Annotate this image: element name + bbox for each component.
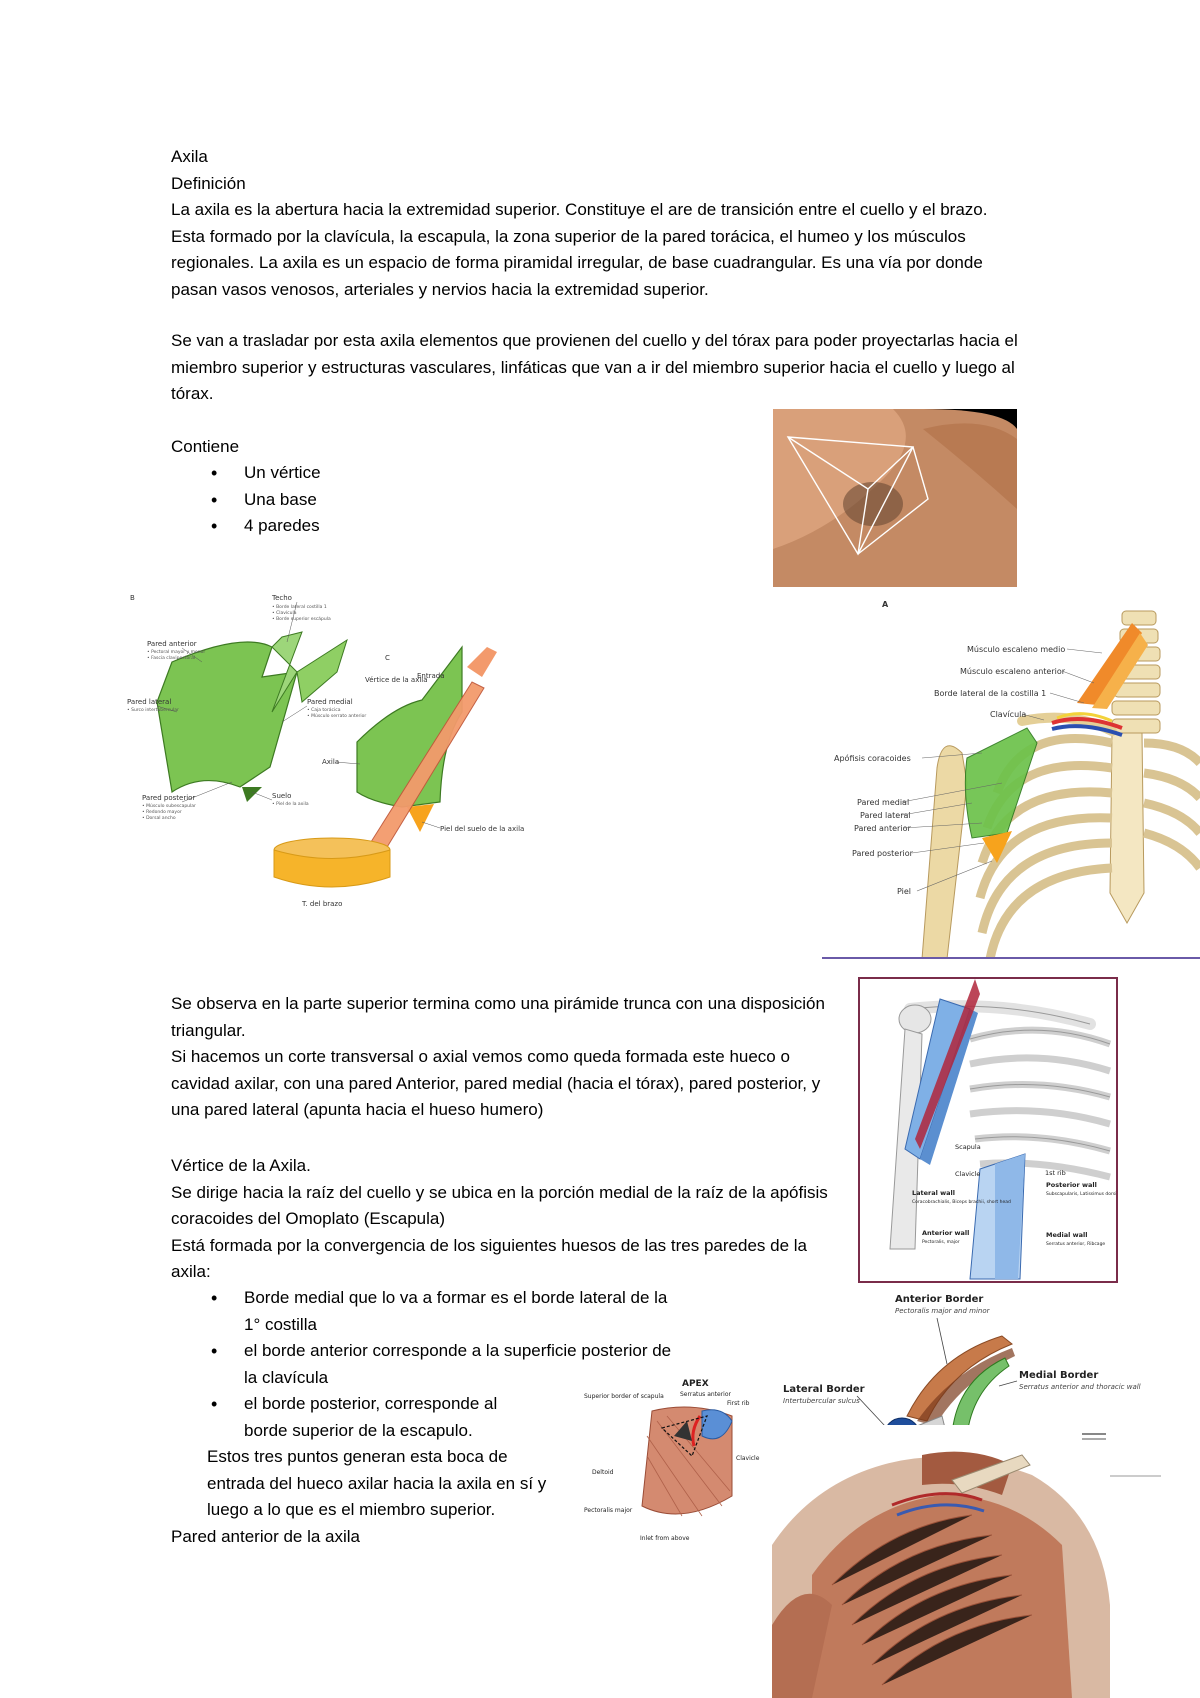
svg-text:• Surco intertubercular: • Surco intertubercular bbox=[127, 708, 179, 713]
posterior-wall-sub: Subscapularis, Latissimus dorsi bbox=[1046, 1192, 1116, 1197]
axila-label: Axila bbox=[322, 758, 340, 766]
pared-medial-label: Pared medial bbox=[307, 698, 353, 706]
pared-lateral-label: Pared lateral bbox=[860, 811, 911, 820]
list-item: • Un vértice bbox=[171, 460, 671, 487]
svg-text:• Clavícula: • Clavícula bbox=[272, 611, 297, 616]
apex-inlet-label: Inlet from above bbox=[640, 1535, 690, 1542]
page-title: Axila bbox=[171, 147, 208, 166]
entrada-label: Entrada bbox=[417, 672, 445, 680]
dissection-svg bbox=[772, 1425, 1110, 1698]
list-item: • 4 paredes bbox=[171, 513, 671, 540]
anterior-border-sub: Pectoralis major and minor bbox=[895, 1307, 990, 1315]
apex-title: APEX bbox=[682, 1379, 709, 1389]
svg-text:• Pectoral mayor y menor: • Pectoral mayor y menor bbox=[147, 650, 206, 655]
section-subtitle: Definición bbox=[171, 173, 246, 193]
lateral-border-sub: Intertubercular sulcus bbox=[783, 1397, 860, 1405]
posterior-wall-label: Posterior wall bbox=[1046, 1181, 1097, 1189]
apex-summary: Estos tres puntos generan esta boca de entrada del hueco axilar hacia la axila en sí y luego a lo que es el miembro superior. bbox=[207, 1447, 547, 1519]
lateral-wall-label: Lateral wall bbox=[912, 1189, 955, 1197]
medial-wall-sub: Serratus anterior, Ribcage bbox=[1046, 1242, 1106, 1247]
lateral-wall-sub: Coracobrachialis, Biceps brachii, short head bbox=[912, 1200, 1011, 1205]
definition-paragraph: La axila es la abertura hacia la extremidad superior. Constituye el are de transición entre el cuello y el brazo. Esta formado por la clavícula, la escapula, la zona superior de la pared torácica, el humeo y los músculos regionales. La axila es un espacio de forma piramidal irregular, de base cuadrangular. Es una vía por donde pasan vasos venosos, arteriales y nervios hacia la extremidad superior. bbox=[171, 200, 988, 299]
brazo-label: T. del brazo bbox=[302, 900, 343, 908]
section-svg bbox=[860, 979, 1116, 1281]
pared-medial-label: Pared medial bbox=[857, 798, 910, 807]
vertice-label: Vértice de la axila bbox=[365, 676, 428, 684]
lateral-border-label: Lateral Border bbox=[783, 1384, 865, 1395]
svg-text:• Fascia clavipectoral: • Fascia clavipectoral bbox=[147, 656, 196, 661]
coracoides-label: Apófisis coracoides bbox=[834, 754, 911, 763]
observe-paragraph-2: Si hacemos un corte transversal o axial vemos como queda formada este hueco o cavidad axilar, con una pared Anterior, pared medial (hacia el tórax), pared posterior, y una pared lateral (apunta hacia el hueso humero) bbox=[171, 1047, 821, 1119]
medial-border-sub: Serratus anterior and thoracic wall bbox=[1019, 1383, 1141, 1391]
apex-block bbox=[171, 1153, 851, 1286]
clavicle-label: Clavicle bbox=[955, 1170, 981, 1178]
skeleton-axilla-svg bbox=[822, 593, 1200, 959]
svg-text:• Caja torácica: • Caja torácica bbox=[307, 708, 341, 713]
escaleno-anterior-label: Músculo escaleno anterior bbox=[960, 667, 1066, 676]
techo-label: Techo bbox=[272, 594, 292, 602]
axilla-walls-figure bbox=[122, 592, 552, 917]
apex-paragraph-1: Se dirige hacia la raíz del cuello y se ubica en la porción medial de la raíz de la apófisis coracoides del Omoplato (Escapula) bbox=[171, 1182, 828, 1228]
list-item: • Borde medial que lo va a formar es el borde lateral de la 1° costilla bbox=[171, 1285, 674, 1338]
apex-clavicle-label: Clavicle bbox=[736, 1455, 760, 1462]
svg-text:• Dorsal ancho: • Dorsal ancho bbox=[142, 816, 176, 821]
list-item: • el borde anterior corresponde a la superficie posterior de la clavícula bbox=[171, 1338, 674, 1391]
svg-text:• Redondo mayor: • Redondo mayor bbox=[142, 810, 182, 815]
piel-label: Piel bbox=[897, 887, 912, 896]
apex-svg bbox=[582, 1376, 771, 1544]
escaleno-medio-label: Músculo escaleno medio bbox=[967, 645, 1066, 654]
apex-pect-label: Pectoralis major bbox=[584, 1507, 633, 1514]
armpit-photo bbox=[773, 409, 1017, 587]
anterior-wall-sub: Pectoralis, major bbox=[922, 1240, 960, 1245]
list-item: • el borde posterior, corresponde al borde superior de la escapulo. bbox=[171, 1391, 524, 1444]
svg-text:• Músculo serrato anterior: • Músculo serrato anterior bbox=[307, 714, 367, 719]
apex-paragraph-2: Está formada por la convergencia de los siguientes huesos de las tres paredes de la axila: bbox=[171, 1235, 807, 1281]
apex-serratus-label: Serratus anterior bbox=[680, 1391, 731, 1398]
medial-border-label: Medial Border bbox=[1019, 1370, 1099, 1381]
piel-label: Piel del suelo de la axila bbox=[440, 825, 525, 833]
pared-anterior-label: Pared anterior bbox=[854, 824, 911, 833]
svg-text:• Borde lateral costilla 1: • Borde lateral costilla 1 bbox=[272, 605, 327, 610]
list-item: • Una base bbox=[171, 487, 671, 514]
apex-figure bbox=[582, 1376, 771, 1544]
pared-anterior-label: Pared anterior bbox=[147, 640, 197, 648]
intro-block bbox=[171, 144, 1021, 303]
skeleton-axilla-figure bbox=[822, 593, 1200, 959]
pared-lateral-label: Pared lateral bbox=[127, 698, 172, 706]
apex-sup-label: Superior border of scapula bbox=[584, 1393, 664, 1400]
borde-costilla-label: Borde lateral de la costilla 1 bbox=[934, 689, 1047, 698]
apex-first-rib-label: First rib bbox=[727, 1400, 750, 1407]
svg-text:• Borde superior escápula: • Borde superior escápula bbox=[272, 617, 331, 622]
contains-list bbox=[171, 460, 671, 540]
suelo-label: Suelo bbox=[272, 792, 292, 800]
axilla-walls-svg bbox=[122, 592, 552, 917]
dissection-figure bbox=[772, 1425, 1110, 1698]
svg-text:• Piel de la axila: • Piel de la axila bbox=[272, 802, 309, 807]
clavicula-label: Clavícula bbox=[990, 710, 1027, 719]
armpit-photo-svg bbox=[773, 409, 1017, 587]
panel-c-label: C bbox=[385, 654, 390, 662]
medial-wall-label: Medial wall bbox=[1046, 1231, 1088, 1239]
observe-block bbox=[171, 991, 851, 1124]
anterior-wall-heading: Pared anterior de la axila bbox=[171, 1527, 361, 1546]
anterior-wall-label: Anterior wall bbox=[922, 1229, 970, 1237]
first-rib-label: 1st rib bbox=[1045, 1169, 1066, 1177]
scapula-label: Scapula bbox=[955, 1143, 981, 1151]
panel-b-label: B bbox=[130, 594, 135, 602]
apex-heading: Vértice de la Axila. bbox=[171, 1156, 311, 1175]
translate-paragraph: Se van a trasladar por esta axila elementos que provienen del cuello y del tórax para poder proyectarlas hacia el miembro superior y estructuras vasculares, linfáticas que van a ir del miembro superior hacia el cuello y luego al tórax. bbox=[171, 331, 1018, 403]
anterior-border-label: Anterior Border bbox=[895, 1294, 984, 1305]
panel-a-label: A bbox=[882, 600, 889, 609]
apex-deltoid-label: Deltoid bbox=[592, 1469, 614, 1476]
pared-posterior-label: Pared posterior bbox=[852, 849, 913, 858]
contains-heading: Contiene bbox=[171, 437, 240, 456]
observe-paragraph-1: Se observa en la parte superior termina como una pirámide trunca con una disposición triangular. bbox=[171, 994, 825, 1040]
section-figure bbox=[858, 977, 1118, 1283]
svg-text:• Músculo subescapular: • Músculo subescapular bbox=[142, 804, 196, 809]
pared-posterior-label: Pared posterior bbox=[142, 794, 196, 802]
